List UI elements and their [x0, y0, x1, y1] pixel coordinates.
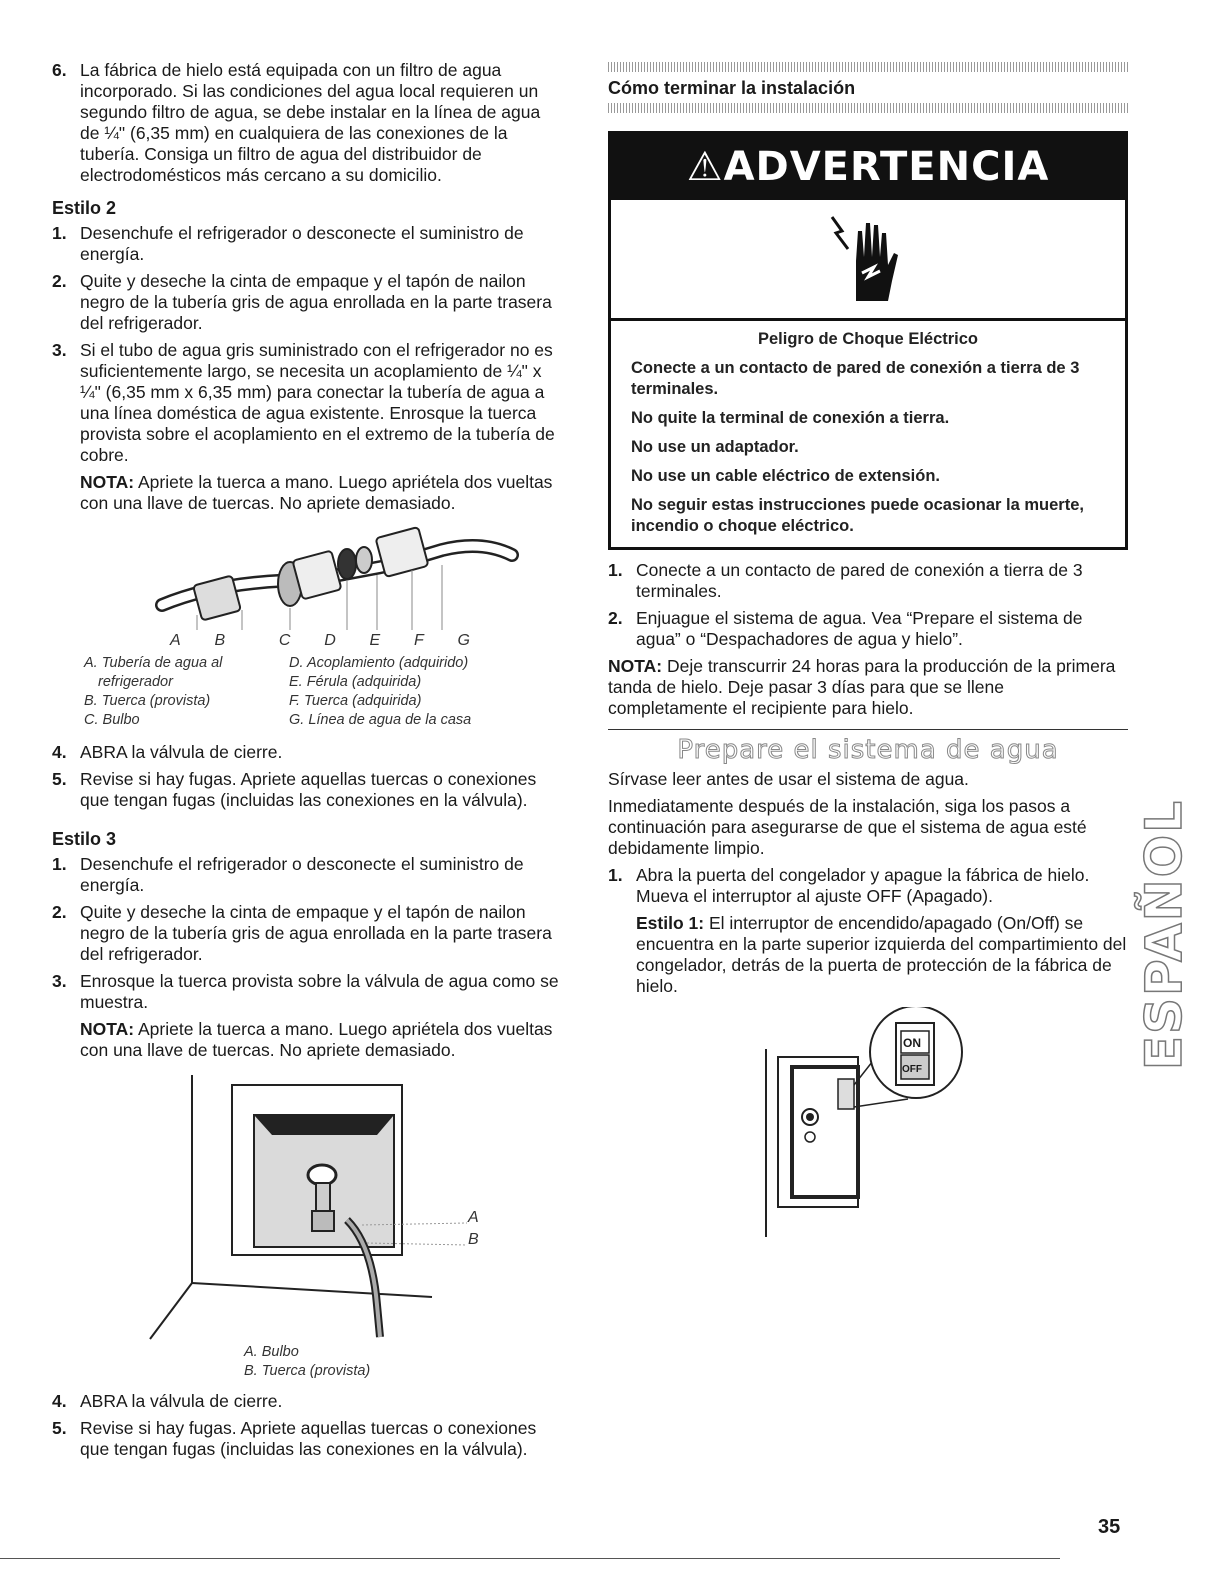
step-text: Enrosque la tuerca provista sobre la válvula de agua como se muestra. [80, 971, 559, 1012]
warning-box [608, 131, 1128, 550]
step-6 [52, 60, 562, 186]
style-3-note [80, 1019, 562, 1061]
warning-line: Conecte a un contacto de pared de conexión a tierra de 3 terminales. [631, 359, 1080, 398]
list-item [52, 902, 562, 965]
valve-figure [52, 1067, 562, 1337]
letter-a: A [170, 632, 181, 649]
step-text: Revise si hay fugas. Apriete aquellas tuercas o conexiones que tengan fugas (incluidas las conexiones en la válvula). [80, 1418, 537, 1459]
style-2-note [80, 472, 562, 514]
warning-line: No seguir estas instrucciones puede ocasionar la muerte, incendio o choque eléctrico. [631, 496, 1084, 535]
prepare-heading: Prepare el sistema de agua [677, 735, 1059, 765]
step-number: 1. [608, 560, 623, 580]
page-number: 35 [1098, 1516, 1121, 1538]
note-label: NOTA: [80, 1019, 135, 1039]
note-text: Apriete la tuerca a mano. Luego apriétela dos vueltas con una llave de tuercas. No apriete demasiado. [80, 472, 553, 513]
finish-steps [608, 560, 1128, 650]
step-number: 4. [52, 742, 67, 762]
list-item [52, 271, 562, 334]
note-label: Estilo 1: [636, 913, 705, 933]
switch-off-label: OFF [902, 1064, 922, 1075]
note-text: Apriete la tuerca a mano. Luego apriétela dos vueltas con una llave de tuercas. No apriete demasiado. [80, 1019, 553, 1060]
step-number: 1. [52, 854, 67, 874]
caption: G. Línea de agua de la casa [289, 712, 472, 728]
dotted-rule [608, 103, 1128, 113]
warning-line: No use un adaptador. [631, 438, 799, 456]
bottom-rule [0, 1558, 1060, 1559]
step-number: 1. [608, 865, 623, 885]
letter-b: B [214, 632, 226, 649]
letter-b: B [468, 1231, 479, 1248]
step-text: ABRA la válvula de cierre. [80, 1391, 283, 1411]
caption: A. Tubería de agua al [84, 655, 223, 671]
finish-note [608, 656, 1128, 719]
step-number: 5. [52, 1418, 67, 1438]
step-text: ABRA la válvula de cierre. [80, 742, 283, 762]
caption: refrigerador [98, 674, 173, 690]
coupling-captions [84, 654, 562, 730]
note-text: El interruptor de encendido/apagado (On/Off) se encuentra en la parte superior izquierda del compartimiento del congelador, detrás de la puerta de protección de la fábrica de hielo. [636, 913, 1127, 996]
caption: F. Tuerca (adquirida) [289, 693, 422, 709]
style-3-steps-after [52, 1391, 562, 1460]
step-number: 3. [52, 971, 67, 991]
step-number: 3. [52, 340, 67, 360]
step-text: La fábrica de hielo está equipada con un filtro de agua incorporado. Si las condiciones del agua local requieren un segundo filtro de agua, se debe instalar en la línea de agua de ¼" (6,35 mm) en cualquiera de las conexiones de la tubería. Consiga un filtro de agua del distribuidor de electrodomésticos más cercano a su domicilio. [80, 60, 541, 185]
letter-a: A [468, 1209, 479, 1226]
style-2-steps [52, 223, 562, 466]
style-3-heading: Estilo 3 [52, 829, 117, 849]
left-column [52, 60, 562, 1466]
step-text: Si el tubo de agua gris suministrado con el refrigerador no es suficientemente largo, se necesita un acoplamiento de ¼" x ¼" (6,35 mm x 6,35 mm) para conectar la tubería de agua a una línea doméstica de agua existente. Enrosque la tuerca provista sobre el acoplamiento en el extremo de la tubería de cobre. [80, 340, 555, 465]
prepare-paragraph: Inmediatamente después de la instalación, siga los pasos a continuación para asegurarse de que el sistema de agua esté debidamente limpio. [608, 796, 1087, 858]
style-2-heading: Estilo 2 [52, 198, 117, 218]
warning-triangle-icon: ⚠ [686, 144, 724, 190]
list-item [52, 854, 562, 896]
style-1-note [636, 913, 1128, 997]
caption: E. Férula (adquirida) [289, 674, 422, 690]
warning-line: No use un cable eléctrico de extensión. [631, 467, 941, 485]
step-text: Quite y deseche la cinta de empaque y el tapón de nailon negro de la tubería gris de agua enrollada en la parte trasera del refrigerador. [80, 902, 552, 964]
note-label: NOTA: [80, 472, 135, 492]
step-text: Desenchufe el refrigerador o desconecte el suministro de energía. [80, 223, 524, 264]
list-item [52, 223, 562, 265]
letter-c: C [278, 632, 291, 649]
warning-header-text: ADVERTENCIA [723, 144, 1050, 190]
warning-title: Peligro de Choque Eléctrico [757, 330, 979, 348]
letter-f: F [413, 632, 424, 649]
step-number: 2. [52, 902, 67, 922]
dotted-rule [608, 62, 1128, 72]
note-text: Deje transcurrir 24 horas para la producción de la primera tanda de hielo. Deje pasar 3 días para que se llene completamente el recipiente para hielo. [608, 656, 1116, 718]
step-number: 2. [52, 271, 67, 291]
step-text: Revise si hay fugas. Apriete aquellas tuercas o conexiones que tengan fugas (incluidas las conexiones en la válvula). [80, 769, 537, 810]
electric-shock-hand-icon [828, 211, 908, 307]
warning-line: No quite la terminal de conexión a tierra. [631, 409, 950, 427]
coupling-illustration [142, 520, 562, 648]
list-item [608, 865, 1128, 907]
caption: B. Tuerca (provista) [244, 1363, 371, 1379]
list-item [52, 340, 562, 466]
valve-captions [244, 1343, 562, 1381]
list-item [52, 1391, 562, 1412]
warning-icon-area [611, 200, 1125, 321]
right-column [608, 62, 1128, 1239]
list-item [608, 560, 1128, 602]
style-3-steps [52, 854, 562, 1013]
warning-header [611, 134, 1125, 200]
letter-d: D [324, 632, 336, 649]
coupling-figure [52, 520, 562, 648]
step-number: 6. [52, 60, 67, 80]
section-heading: Cómo terminar la instalación [608, 78, 856, 98]
style-2-steps-after [52, 742, 562, 811]
language-tab-text: ESPAÑOL [1135, 799, 1193, 1071]
switch-figure [608, 1003, 1128, 1233]
step-number: 4. [52, 1391, 67, 1411]
valve-illustration [132, 1075, 492, 1345]
section-divider [608, 729, 1128, 730]
list-item [608, 608, 1128, 650]
list-item [52, 1418, 562, 1460]
list-item [52, 971, 562, 1013]
switch-on-label: ON [903, 1036, 921, 1050]
letter-g: G [457, 632, 470, 649]
caption: C. Bulbo [84, 712, 140, 728]
list-item [52, 742, 562, 763]
step-text: Abra la puerta del congelador y apague la fábrica de hielo. Mueva el interruptor al ajuste OFF (Apagado). [636, 865, 1090, 906]
figure-letters [170, 630, 470, 651]
caption: B. Tuerca (provista) [84, 693, 211, 709]
list-item [52, 769, 562, 811]
letter-e: E [369, 632, 381, 649]
language-tab [1135, 799, 1193, 1071]
step-number: 5. [52, 769, 67, 789]
step-number: 1. [52, 223, 67, 243]
step-text: Desenchufe el refrigerador o desconecte el suministro de energía. [80, 854, 524, 895]
prepare-intro: Sírvase leer antes de usar el sistema de agua. [608, 769, 969, 789]
warning-body [611, 321, 1125, 547]
step-text: Quite y deseche la cinta de empaque y el tapón de nailon negro de la tubería gris de agua enrollada en la parte trasera del refrigerador. [80, 271, 552, 333]
step-number: 2. [608, 608, 623, 628]
step-text: Enjuague el sistema de agua. Vea “Prepare el sistema de agua” o “Despachadores de agua y hielo”. [636, 608, 1083, 649]
step-text: Conecte a un contacto de pared de conexión a tierra de 3 terminales. [636, 560, 1083, 601]
caption: A. Bulbo [244, 1344, 299, 1360]
note-label: NOTA: [608, 656, 663, 676]
caption: D. Acoplamiento (adquirido) [289, 655, 469, 671]
